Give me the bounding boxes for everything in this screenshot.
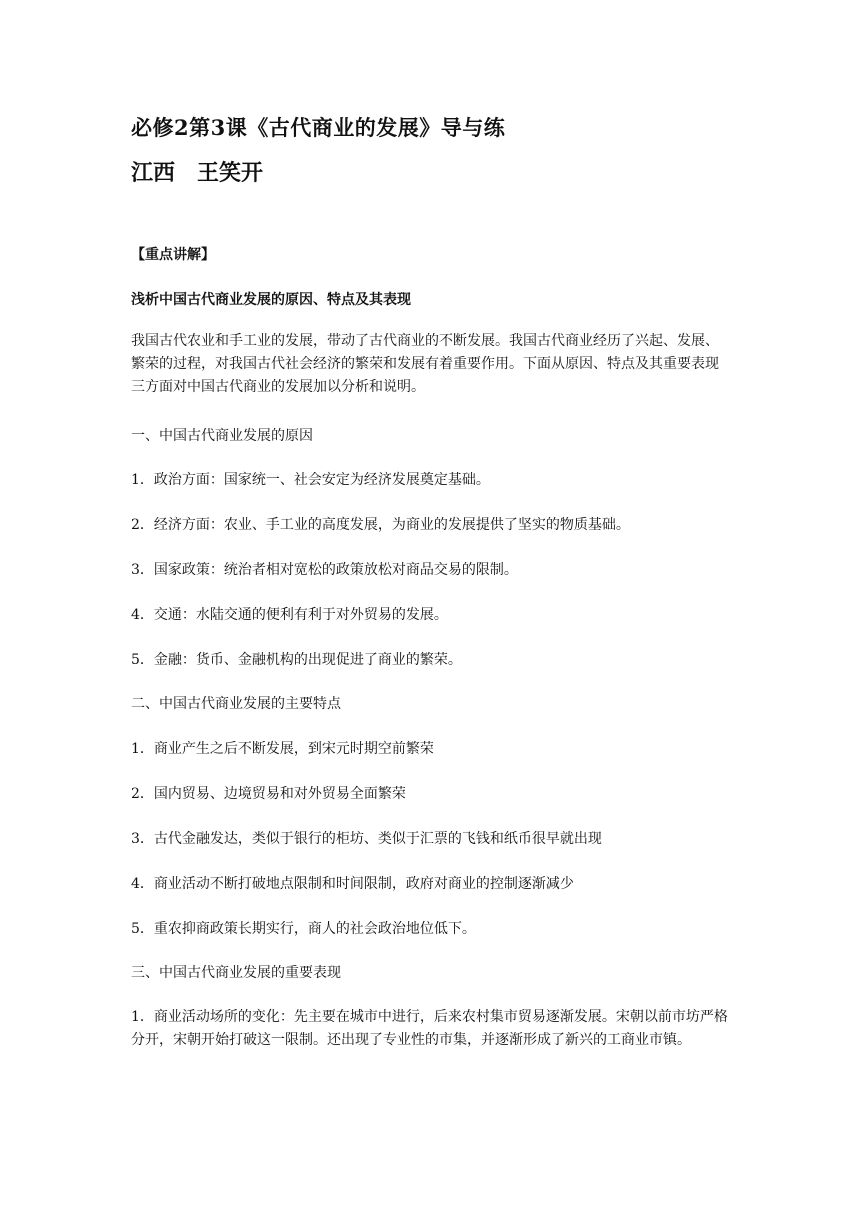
part2-item: 2．国内贸易、边境贸易和对外贸易全面繁荣	[131, 786, 406, 802]
part2-item: 3．古代金融发达，类似于银行的柜坊、类似于汇票的飞钱和纸币很早就出现	[131, 831, 602, 847]
part2-item: 1．商业产生之后不断发展，到宋元时期空前繁荣	[131, 741, 434, 757]
part2-heading: 二、中国古代商业发展的主要特点	[131, 696, 341, 712]
part1-heading: 一、中国古代商业发展的原因	[131, 428, 313, 444]
sub-heading: 浅析中国古代商业发展的原因、特点及其表现	[131, 292, 411, 308]
part3-heading: 三、中国古代商业发展的重要表现	[131, 965, 341, 981]
part2-item: 4．商业活动不断打破地点限制和时间限制，政府对商业的控制逐渐减少	[131, 876, 574, 892]
part1-item: 2．经济方面：农业、手工业的高度发展，为商业的发展提供了坚实的物质基础。	[131, 517, 630, 533]
document-title: 必修2第3课《古代商业的发展》导与练	[131, 115, 506, 140]
part1-item: 1．政治方面：国家统一、社会安定为经济发展奠定基础。	[131, 472, 490, 488]
part1-item: 5．金融：货币、金融机构的出现促进了商业的繁荣。	[131, 652, 462, 668]
part1-item: 3．国家政策：统治者相对宽松的政策放松对商品交易的限制。	[131, 562, 518, 578]
document-author: 江西 王笑开	[131, 160, 264, 186]
section-heading: 【重点讲解】	[131, 247, 215, 263]
intro-paragraph: 我国古代农业和手工业的发展，带动了古代商业的不断发展。我国古代商业经历了兴起、发展、繁荣的过程，对我国古代社会经济的繁荣和发展有着重要作用。下面从原因、特点及其重要表现三方面对中国古代商业的发展加以分析和说明。	[131, 333, 719, 395]
part1-item: 4．交通：水陆交通的便利有利于对外贸易的发展。	[131, 607, 448, 623]
part3-item: 1．商业活动场所的变化：先主要在城市中进行，后来农村集市贸易逐渐发展。宋朝以前市坊严格分开，宋朝开始打破这一限制。还出现了专业性的市集，并逐渐形成了新兴的工商业市镇。	[131, 1009, 728, 1048]
part2-item: 5．重农抑商政策长期实行，商人的社会政治地位低下。	[131, 921, 476, 937]
